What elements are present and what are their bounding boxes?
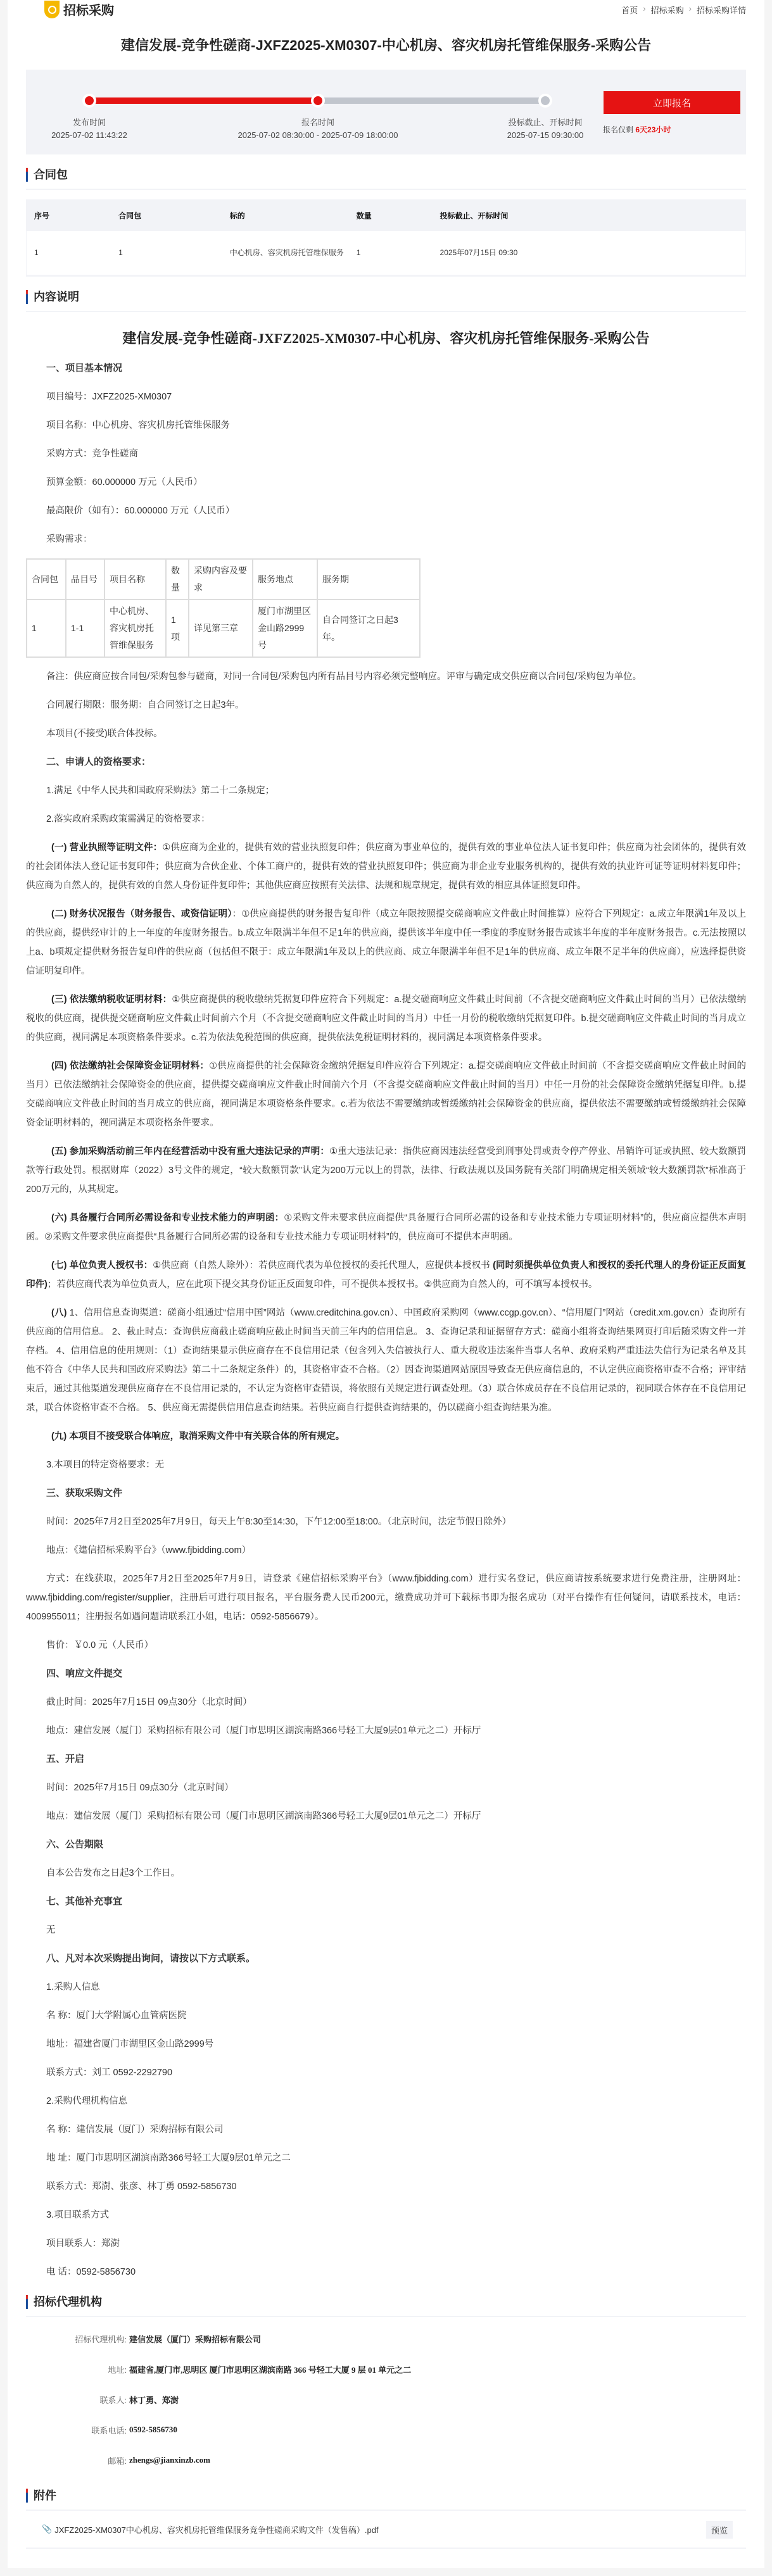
text: ①供应商为企业的，提供有效的营业执照复印件；供应商为事业单位的，提供有效的事业单位法人证书复印件；供应商为社会团体的，提供有效的社会团体法人登记证书复印件；供应商为合伙企业、个体工商户的，提供有效的营业执照复印件；供应商为非企业专业服务机构的，提供有效的执业许可证等证明材料复印件；供应商为自然人的，提供有效的自然人身份证件复印件；其他供应商应按照有关法律、法规和规章规定，提供有效的相应具体证照复印件。: [26, 843, 746, 891]
column-header: 数量: [349, 200, 433, 231]
paragraph: [26, 2120, 746, 2139]
text: 1、信用信息查询渠道：磋商小组通过“信用中国”网站（www.creditchina.gov.cn）、中国政府采购网（www.ccgp.gov.cn）、“信用厦门”网站（credit.xm.gov.cn）查询所有供应商的信用信息。 2、截止时点：查询供应商截止磋商响应截止时间当天前三年内的信用信息。 3、查询记录和证据留存方式：磋商小组将查询结果网页打印后随采购文件一并存档。 4、信用信息的使用规则：（1）查询结果显示供应商存在不良信用记录（包含列入失信被执行人、重大税收违法案件当事人名单、政府采购严重违法失信行为记录名单及其他不符合《中华人民共和国政府采购法》第二十二条规定条件）的，其资格审查不合格。（2）因查询渠道网站原因导致查无供应商信息的，不认定供应商资格审查不合格；评审结束后，通过其他渠道发现供应商存在不良信用记录的，不认定为资格审查错误，将依照有关规定进行调查处理。（3）联合体成员存在不良信用记录的，视同联合体存在不良信用记录，联合体资格审查不合格。 5、供应商无需提供信用信息查询结果。若供应商自行提供查询结果的，仍以磋商小组查询结果为准。: [26, 1308, 746, 1413]
column-header: 标的: [222, 200, 349, 231]
timeline-dot-register: [311, 94, 325, 108]
top-bar: [26, 0, 746, 32]
paragraph: [26, 2063, 746, 2082]
section-subheading: [26, 1750, 746, 1769]
paragraph: [26, 2035, 746, 2054]
agency-row: [26, 2323, 746, 2354]
column-header: 服务期: [317, 559, 420, 600]
agency-label: 地址:: [108, 2365, 127, 2375]
table-cell: 中心机房、容灾机房托管维保服务: [104, 600, 166, 657]
text: 无: [46, 1925, 56, 1935]
paragraph: [26, 387, 746, 406]
paragraph: [26, 2006, 746, 2025]
paragraph: [26, 724, 746, 743]
paragraph: [26, 1256, 746, 1294]
bold-text: (七) 单位负责人授权书：: [51, 1260, 153, 1271]
paragraph: [26, 781, 746, 800]
bold-text: (二) 财务状况报告（财务报告、或资信证明）: [51, 909, 232, 919]
column-header: 序号: [27, 200, 111, 231]
agency-row: [26, 2384, 746, 2415]
paragraph: [26, 810, 746, 829]
section-subheading: [26, 1835, 746, 1854]
table-cell: 1: [349, 231, 433, 276]
table-cell: 中心机房、容灾机房托管维保服务: [222, 231, 349, 276]
section-subheading: [26, 1949, 746, 1968]
text: 三、获取采购文件: [46, 1488, 123, 1498]
table-cell: 1项: [166, 600, 189, 657]
paragraph: [26, 1541, 746, 1560]
attachment-row: [26, 2511, 746, 2549]
text: 八、凡对本次采购提出询问，请按以下方式联系。: [46, 1953, 256, 1964]
text: 预算金额：60.000000 万元（人民币）: [46, 477, 203, 487]
text: 六、公告期限: [46, 1839, 104, 1850]
text: 名 称：建信发展（厦门）采购招标有限公司: [46, 2125, 224, 2135]
remaining-time: [603, 124, 671, 135]
remaining-value: 6天23小时: [635, 125, 671, 134]
text: 自本公告发布之日起3个工作日。: [46, 1868, 180, 1878]
text: 地点：建信发展（厦门）采购招标有限公司（厦门市思明区湖滨南路366号轻工大厦9层01单元之二）开标厅: [46, 1726, 481, 1736]
text: 联系方式：郑澍、张彦、林丁勇 0592-5856730: [46, 2182, 237, 2192]
bold-text: (三) 依法缴纳税收证明材料：: [51, 995, 172, 1005]
paragraph: [26, 905, 746, 981]
text: 采购需求：: [46, 534, 92, 544]
paragraph: [26, 1636, 746, 1655]
bold-text: (四) 依法缴纳社会保障资金证明材料：: [51, 1061, 210, 1071]
text: 地点：《建信招标采购平台》（www.fjbidding.com）: [46, 1545, 251, 1555]
text: 时间：2025年7月2日至2025年7月9日，每天上午8:30至14:30，下午12:00至18:00。（北京时间，法定节假日除外）: [46, 1517, 512, 1527]
text: 五、开启: [46, 1754, 85, 1764]
page-title: 建信发展-竞争性磋商-JXFZ2025-XM0307-中心机房、容灾机房托管维保服务-采购公告: [120, 37, 652, 53]
paragraph: [26, 1057, 746, 1133]
table-cell: 1: [27, 231, 111, 276]
agency-value: 0592-5856730: [129, 2425, 177, 2434]
paragraph: [26, 444, 746, 463]
text: 电 话：0592-5856730: [46, 2267, 136, 2277]
announcement-content: [26, 328, 746, 2282]
chevron-right-icon: ›: [643, 4, 646, 13]
agency-value: zhengs@jianxinzb.com: [129, 2455, 211, 2465]
text: 2.采购代理机构信息: [46, 2096, 128, 2106]
paragraph: [26, 1209, 746, 1247]
agency-row: [26, 2445, 746, 2475]
agency-value: 林丁勇、郑澍: [129, 2395, 179, 2405]
section-heading-content: 内容说明: [26, 288, 746, 312]
paragraph: [26, 416, 746, 435]
table-row: [27, 231, 746, 276]
logo-icon: [44, 1, 60, 18]
section-subheading: [26, 753, 746, 772]
text: 七、其他补充事宜: [46, 1896, 123, 1907]
text: 备注：供应商应按合同包/采购包参与磋商，对同一合同包/采购包内所有品目号内容必须完整响应。评审与确定成交供应商以合同包/采购包为单位。: [46, 672, 642, 682]
table-cell: 自合同签订之日起3年。: [317, 600, 420, 657]
text: 地点：建信发展（厦门）采购招标有限公司（厦门市思明区湖滨南路366号轻工大厦9层01单元之二）开标厅: [46, 1811, 481, 1821]
text: 项目名称：中心机房、容灾机房托管维保服务: [46, 420, 230, 430]
text: ；若供应商代表为单位负责人，应在此项下提交其身份证正反面复印件，可不提供本授权书。②供应商为自然人的，可不填写本授权书。: [47, 1279, 598, 1290]
text: 3.本项目的特定资格要求：无: [46, 1460, 165, 1470]
section-subheading: [26, 1664, 746, 1683]
paragraph: [26, 1778, 746, 1797]
paragraph: [26, 1142, 746, 1199]
bold-text: (同时须提供单位负责人和授权的委托代理人的身份证正反面复印件): [26, 1260, 746, 1290]
paragraph: [26, 2092, 746, 2111]
requirements-table: [26, 558, 421, 658]
text: 采购方式：竞争性磋商: [46, 449, 138, 459]
paragraph: [26, 1569, 746, 1626]
breadcrumb: [621, 4, 746, 16]
text: 地址：福建省厦门市湖里区金山路2999号: [46, 2039, 214, 2049]
breadcrumb-procurement[interactable]: 招标采购: [650, 6, 684, 15]
timeline-progress-done: [89, 97, 318, 104]
paragraph: [26, 1304, 746, 1417]
text: 名 称：厦门大学附属心血管病医院: [46, 2011, 187, 2021]
agency-label: 邮箱:: [108, 2456, 127, 2466]
text: ①采购文件未要求供应商提供“具备履行合同所必需的设备和专业技术能力专项证明材料”的，供应商应提供本声明函。②采购文件要求供应商提供“具备履行合同所必需的设备和专业技术能力专项证明材料”的，供应商可不提供本声明函。: [26, 1213, 747, 1242]
paragraph: [26, 838, 746, 895]
text: 项目编号：JXFZ2025-XM0307: [46, 392, 172, 402]
page-container: [8, 0, 764, 2568]
timeline-dot-deadline: [538, 94, 552, 108]
step-time: 2025-07-15 09:30:00: [507, 130, 584, 140]
text: 合同履行期限：服务期：自合同签订之日起3年。: [46, 700, 244, 710]
table-cell: 2025年07月15日 09:30: [433, 231, 746, 276]
attachment-link[interactable]: JXFZ2025-XM0307中心机房、容灾机房托管维保服务竞争性磋商采购文件（发售稿）.pdf: [54, 2525, 379, 2535]
table-cell: 厦门市湖里区金山路2999号: [253, 600, 317, 657]
bold-text: (一) 营业执照等证明文件：: [51, 843, 163, 853]
section-subheading: [26, 1484, 746, 1503]
apply-now-button[interactable]: 立即报名: [603, 91, 741, 115]
section-subheading: [26, 1892, 746, 1911]
paragraph: [26, 530, 746, 549]
column-header: 品目号: [66, 559, 104, 600]
bold-text: (八): [51, 1308, 70, 1318]
agency-info: [26, 2317, 746, 2475]
text: ①供应商（自然人除外）：若供应商代表为单位授权的委托代理人，应提供本授权书: [153, 1260, 493, 1271]
text: 一、项目基本情况: [46, 363, 123, 374]
agency-row: [26, 2354, 746, 2384]
table-cell: 1: [27, 600, 66, 657]
bold-text: (六) 具备履行合同所必需设备和专业技术能力的声明函：: [51, 1213, 284, 1223]
paragraph: [26, 1864, 746, 1883]
step-label: 报名时间: [301, 118, 334, 127]
paragraph: [26, 1693, 746, 1712]
column-header: 数量: [166, 559, 189, 600]
text: 3.项目联系方式: [46, 2210, 110, 2220]
text: 项目联系人：郑澍: [46, 2239, 120, 2249]
paragraph: [26, 473, 746, 492]
paragraph: [26, 2177, 746, 2196]
chevron-right-icon: ›: [688, 4, 692, 13]
breadcrumb-detail[interactable]: 招标采购详情: [696, 6, 746, 15]
text: ：①供应商提供的财务报告复印件（成立年限按照提交磋商响应文件截止时间推算）应符合下列规定：a.成立年限满1年及以上的供应商，提供经审计的上一年度的年度财务报告。b.成立年限满半年但不足1年的供应商，提供该半年度中任一季度的季度财务报告或该半年度的半年度财务报告。c.无法按照以上a、b项规定提供财务报告复印件的供应商（包括但不限于：成立年限满1年及以上的供应商、成立年限满半年但不足1年的供应商、成立年限不足半年的供应商），应选择提供资信证明复印件。: [26, 909, 746, 976]
breadcrumb-home[interactable]: 首页: [621, 6, 638, 15]
column-header: 服务地点: [253, 559, 317, 600]
paragraph: [26, 1427, 746, 1446]
text: 地 址：厦门市思明区湖滨南路366号轻工大厦9层01单元之二: [46, 2153, 291, 2163]
column-header: 投标截止、开标时间: [433, 200, 746, 231]
text: ①重大违法记录：指供应商因违法经营受到刑事处罚或责令停产停业、吊销许可证或执照、较大数额罚款等行政处罚。根据财库（2022）3号文件的规定，“较大数额罚款”认定为200万元以上的罚款，法律、行政法规以及国务院有关部门明确规定相关领域“较大数额罚款”标准高于200万元的，从其规定。: [26, 1147, 747, 1195]
column-header: 采购内容及要求: [189, 559, 253, 600]
paragraph: [26, 2234, 746, 2253]
agency-value: 建信发展（厦门）采购招标有限公司: [129, 2334, 262, 2344]
table-row: [27, 600, 420, 657]
step-time: 2025-07-02 08:30:00 - 2025-07-09 18:00:00: [237, 130, 398, 140]
bold-text: (五) 参加采购活动前三年内在经营活动中没有重大违法记录的声明：: [51, 1147, 330, 1157]
paragraph: [26, 1978, 746, 1997]
paragraph: [26, 667, 746, 686]
text: 截止时间：2025年7月15日 09点30分（北京时间）: [46, 1697, 252, 1707]
section-heading-agency: 招标代理机构: [26, 2293, 746, 2317]
agency-label: 联系人:: [99, 2395, 127, 2405]
paragraph: [26, 501, 746, 520]
contract-table: [26, 199, 746, 277]
table-cell: 1: [111, 231, 222, 276]
logo[interactable]: [44, 0, 114, 18]
step-time: 2025-07-02 11:43:22: [51, 130, 127, 140]
paragraph: [26, 1921, 746, 1940]
paragraph: [26, 990, 746, 1047]
column-header: 合同包: [27, 559, 66, 600]
step-label: 投标截止、开标时间: [508, 118, 583, 127]
paragraph: [26, 1721, 746, 1740]
text: 联系方式：刘工 0592-2292790: [46, 2068, 173, 2078]
column-header: 项目名称: [104, 559, 166, 600]
step-label: 发布时间: [72, 118, 106, 127]
paperclip-icon: 📎: [42, 2524, 53, 2534]
text: 本项目(不接受)联合体投标。: [46, 729, 163, 739]
table-cell: 详见第三章: [189, 600, 253, 657]
logo-text: 招标采购: [63, 4, 114, 18]
paragraph: [26, 696, 746, 715]
paragraph: [26, 1807, 746, 1826]
agency-label: 招标代理机构:: [75, 2334, 127, 2344]
preview-button[interactable]: 预览: [706, 2521, 733, 2539]
timeline-panel: [26, 70, 746, 154]
text: 2.落实政府采购政策需满足的资格要求：: [46, 814, 210, 824]
text: ①供应商提供的社会保障资金缴纳凭据复印件应符合下列规定：a.提交磋商响应文件截止时间前（不含提交磋商响应文件截止时间的当月）已依法缴纳社会保障资金的供应商，提供提交磋商响应文件截止时间前六个月（不含提交磋商响应文件截止时间的当月）中任一月份的社会保障资金缴纳凭据复印件。b.提交磋商响应文件截止时间的当月成立的供应商，视同满足本项资格条件要求。c.若为依法不需要缴纳或暂缓缴纳社会保障资金的供应商，提供依法不需要缴纳或暂缓缴纳社会保障资金证明材料的，视同满足本项资格条件要求。: [26, 1061, 747, 1128]
paragraph: [26, 1455, 746, 1474]
text: 二、申请人的资格要求：: [46, 757, 151, 767]
paragraph: [26, 2149, 746, 2168]
bold-text: (九) 本项目不接受联合体响应，取消采购文件中有关联合体的所有规定。: [51, 1431, 345, 1442]
agency-value: 福建省,厦门市,思明区 厦门市思明区湖滨南路 366 号轻工大厦 9 层 01 单元之二: [129, 2365, 412, 2375]
section-subheading: [26, 359, 746, 378]
agency-row: [26, 2415, 746, 2445]
paragraph: [26, 1512, 746, 1531]
text: 1.满足《中华人民共和国政府采购法》第二十二条规定；: [46, 786, 275, 796]
text: ①供应商提供的税收缴纳凭据复印件应符合下列规定：a.提交磋商响应文件截止时间前（不含提交磋商响应文件截止时间的当月）已依法缴纳税收的供应商，提供提交磋商响应文件截止时间前六个月（不含提交磋商响应文件截止时间的当月）中任一月份的税收缴纳凭据复印件。b.提交磋商响应文件截止时间的当月成立的供应商，视同满足本项资格条件要求。c.若为依法免税范围的供应商，提供依法免税证明材料的，视同满足本项资格条件要求。: [26, 995, 746, 1043]
table-cell: 1-1: [66, 600, 104, 657]
remaining-label: 报名仅剩: [603, 125, 634, 134]
document-title: 建信发展-竞争性磋商-JXFZ2025-XM0307-中心机房、容灾机房托管维保服务-采购公告: [122, 330, 650, 346]
paragraph: [26, 2263, 746, 2282]
agency-label: 联系电话:: [91, 2425, 127, 2435]
column-header: 合同包: [111, 200, 222, 231]
paragraph: [26, 2206, 746, 2225]
timeline-progress-pending: [318, 97, 545, 104]
text: 售价：￥0.0 元（人民币）: [46, 1640, 154, 1650]
text: 1.采购人信息: [46, 1982, 100, 1992]
text: 方式：在线获取，2025年7月2日至2025年7月9日，请登录《建信招标采购平台》（www.fjbidding.com）进行实名登记，供应商请按系统要求进行免费注册，注册网址：www.fjbidding.com/register/supplier，注册后可进行项目报名，平台服务费人民币200元，缴费成功并可下载标书即为报名成功（对平台操作有任何疑问，请联系技术，电话：4009955011；注册报名如遇问题请联系江小姐，电话：0592-5856679）。: [26, 1574, 746, 1622]
section-heading-contract: 合同包: [26, 166, 746, 190]
text: 四、响应文件提交: [46, 1668, 123, 1679]
section-heading-attachments: 附件: [26, 2487, 746, 2511]
text: 最高限价（如有）：60.000000 万元（人民币）: [46, 506, 235, 516]
text: 时间：2025年7月15日 09点30分（北京时间）: [46, 1783, 234, 1793]
timeline-dot-publish: [82, 94, 96, 108]
